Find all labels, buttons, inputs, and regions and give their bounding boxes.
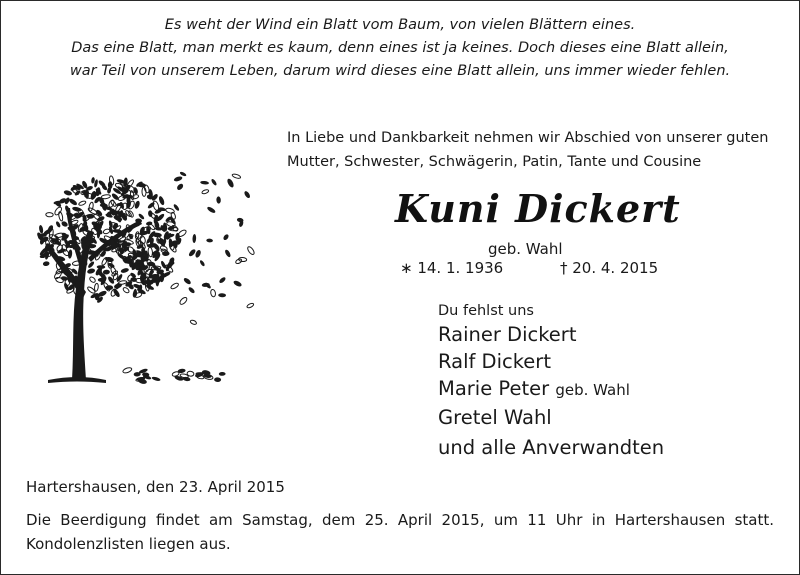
poem-line-1: Es weht der Wind ein Blatt vom Baum, von vielen Blättern eines. (164, 17, 636, 33)
mourner-gretel: Gretel Wahl (438, 406, 552, 429)
birth-date: ∗ 14. 1. 1936 (400, 259, 504, 277)
mourner-relatives: und alle Anverwandten (438, 436, 665, 459)
farewell-intro (287, 126, 787, 174)
mourner-marie-name: Marie Peter (438, 377, 550, 400)
windswept-tree-illustration (28, 148, 258, 393)
poem-line-2: Das eine Blatt, man merkt es kaum, denn eines ist ja keines. Doch dieses eine Blatt allein, (71, 40, 729, 56)
funeral-line-2: Kondolenzlisten liegen aus. (26, 535, 231, 553)
mourners-lead: Du fehlst uns (438, 303, 534, 319)
mourner-ralf: Ralf Dickert (438, 350, 551, 373)
funeral-info (26, 508, 774, 556)
place-and-date: Hartershausen, den 23. April 2015 (26, 478, 285, 496)
intro-line-1: In Liebe und Dankbarkeit nehmen wir Abschied von unserer guten (287, 130, 769, 146)
mourners-list (438, 303, 664, 461)
death-date: † 20. 4. 2015 (560, 259, 659, 277)
mourner-marie-note: geb. Wahl (555, 381, 630, 399)
intro-line-2: Mutter, Schwester, Schwägerin, Patin, Tante und Cousine (287, 154, 702, 170)
mourner-rainer: Rainer Dickert (438, 323, 577, 346)
funeral-line-1: Die Beerdigung findet am Samstag, dem 25. April 2015, um 11 Uhr in Hartershausen statt. (26, 511, 774, 529)
poem (20, 14, 780, 83)
mourner-marie (438, 375, 664, 404)
deceased-name: Kuni Dickert (395, 186, 681, 231)
birth-name: geb. Wahl (488, 240, 563, 258)
poem-line-3: war Teil von unserem Leben, darum wird dieses eine Blatt allein, uns immer wieder fehlen. (69, 63, 731, 79)
